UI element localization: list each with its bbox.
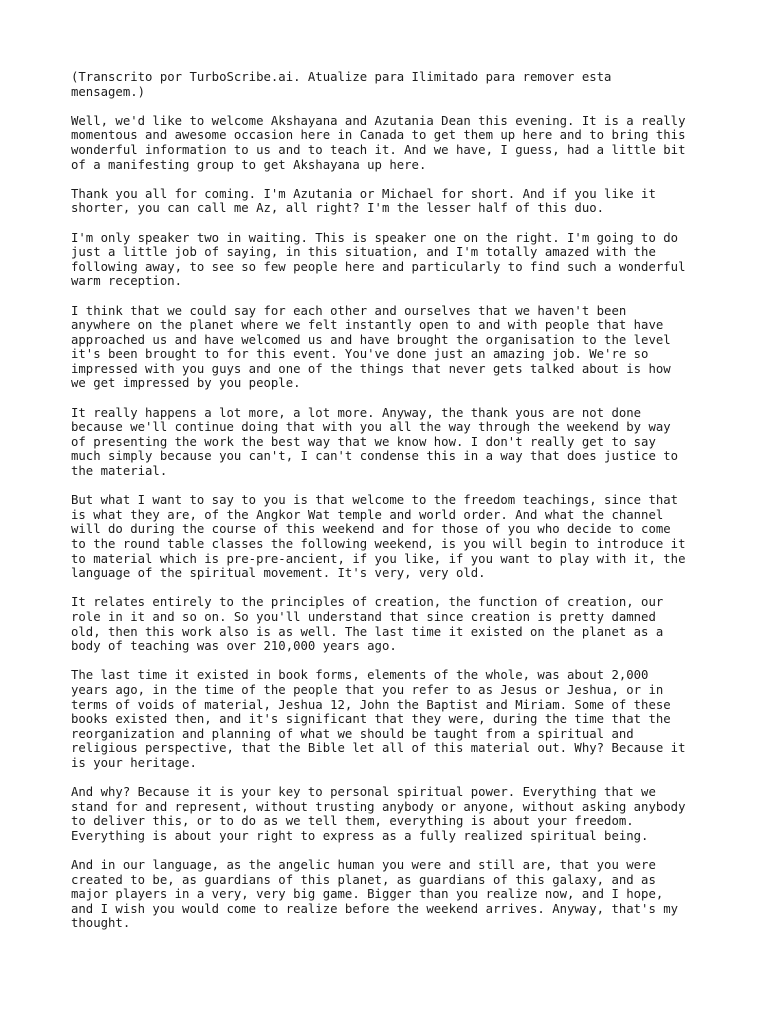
transcription-notice: (Transcrito por TurboScribe.ai. Atualize para Ilimitado para remover esta mensagem.) (71, 70, 612, 99)
paragraph-7: It relates entirely to the principles of creation, the function of creation, our role in it and so on. So you'll understand that since creation is pretty damned old, then this work also is as well. The last time it existed on the planet as a body of teaching was over 210,000 years ago. (71, 595, 664, 654)
paragraph-5: It really happens a lot more, a lot more. Anyway, the thank yous are not done because we'll continue doing that with you all the way through the weekend by way of presenting the work the best way that we know how. I don't really get to say much simply because you can't, I can't condense this in a way that does justice to the material. (71, 405, 679, 479)
paragraph-1: Well, we'd like to welcome Akshayana and Azutania Dean this evening. It is a really momentous and awesome occasion here in Canada to get them up here and to bring this wonderful information to us and to teach it. And we have, I guess, had a little bit of a manifesting group to get Akshayana up here. (71, 113, 686, 172)
paragraph-3: I'm only speaker two in waiting. This is speaker one on the right. I'm going to do just a little job of saying, in this situation, and I'm totally amazed with the following away, to see so few people here and particularly to find such a wonderful warm reception. (71, 230, 686, 289)
paragraph-2: Thank you all for coming. I'm Azutania or Michael for short. And if you like it shorter, you can call me Az, all right? I'm the lesser half of this duo. (71, 186, 656, 216)
document-page (71, 70, 711, 946)
paragraph-6: But what I want to say to you is that welcome to the freedom teachings, since that is what they are, of the Angkor Wat temple and world order. And what the channel will do during the course of this weekend and for those of you who decide to come to the round table classes the following weekend, is you will begin to introduce it to material which is pre-pre-ancient, if you like, if you want to play with it, the language of the spiritual movement. It's very, very old. (71, 493, 686, 581)
paragraph-8: The last time it existed in book forms, elements of the whole, was about 2,000 years ago, in the time of the people that you refer to as Jesus or Jeshua, or in terms of voids of material, Jeshua 12, John the Baptist and Miriam. Some of these books existed then, and it's significant that they were, during the time that the reorganization and planning of what we should be taught from a spiritual and religious perspective, that the Bible let all of this material out. Why? Because it is your heritage. (71, 668, 686, 770)
paragraph-4: I think that we could say for each other and ourselves that we haven't been anywhere on the planet where we felt instantly open to and with people that have approached us and have welcomed us and have brought the organisation to the level it's been brought to for this event. You've done just an amazing job. We're so impressed with you guys and one of the things that never gets talked about is how we get impressed by you people. (71, 303, 671, 391)
paragraph-9: And why? Because it is your key to personal spiritual power. Everything that we stand for and represent, without trusting anybody or anyone, without asking anybody to deliver this, or to do as we tell them, everything is about your freedom. Everything is about your right to express as a fully realized spiritual being. (71, 785, 686, 843)
paragraph-10: And in our language, as the angelic human you were and still are, that you were created to be, as guardians of this planet, as guardians of this galaxy, and as major players in a very, very big game. Bigger than you realize now, and I hope, and I wish you would come to realize before the weekend arrives. Anyway, that's my thought. (71, 858, 679, 931)
